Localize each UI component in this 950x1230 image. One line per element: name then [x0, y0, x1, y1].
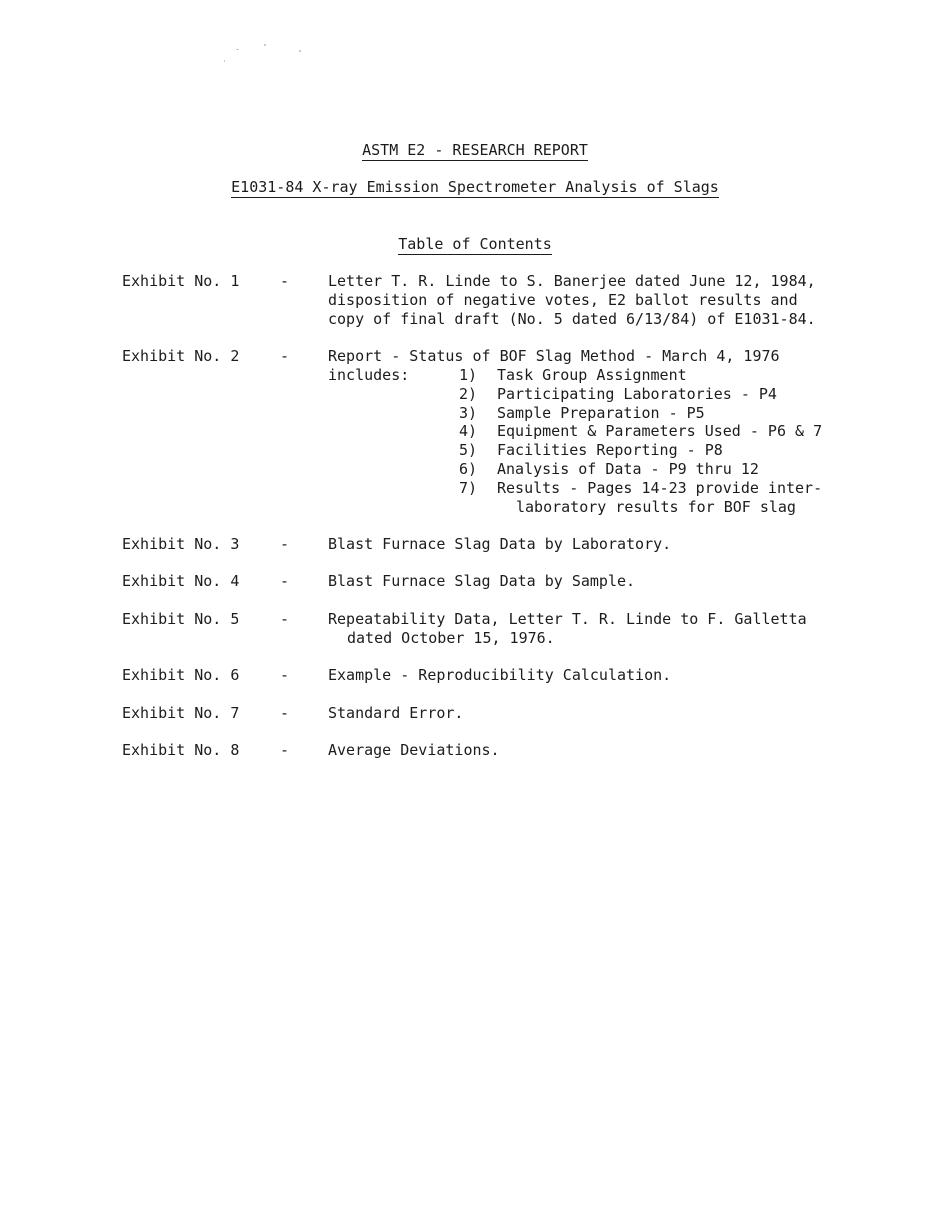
- exhibit-dash: -: [280, 610, 290, 628]
- exhibit-text-line: Standard Error.: [328, 704, 464, 722]
- exhibit-text-line: Letter T. R. Linde to S. Banerjee dated June 12, 1984,: [328, 272, 816, 290]
- list-item-text: Sample Preparation - P5: [497, 404, 705, 422]
- exhibit-dash: -: [280, 741, 290, 759]
- list-item-text: Analysis of Data - P9 thru 12: [497, 460, 759, 478]
- list-item-number: 7): [459, 479, 478, 497]
- exhibit-text-line: copy of final draft (No. 5 dated 6/13/84) of E1031-84.: [328, 310, 816, 328]
- scan-speck: [299, 50, 301, 52]
- scan-speck: [264, 44, 266, 46]
- exhibit-text-line: disposition of negative votes, E2 ballot results and: [328, 291, 798, 309]
- list-item-number: 6): [459, 460, 478, 478]
- exhibit-text-line: dated October 15, 1976.: [347, 629, 555, 647]
- list-item-continuation: laboratory results for BOF slag: [516, 498, 796, 516]
- exhibit-label: Exhibit No. 4: [122, 572, 240, 590]
- exhibit-label: Exhibit No. 8: [122, 741, 240, 759]
- list-item-number: 5): [459, 441, 478, 459]
- exhibit-dash: -: [280, 347, 290, 365]
- list-item-text: Task Group Assignment: [497, 366, 687, 384]
- exhibit-label: Exhibit No. 3: [122, 535, 240, 553]
- toc-heading-row: [0, 235, 950, 254]
- exhibit-label: Exhibit No. 1: [122, 272, 240, 290]
- toc-heading: Table of Contents: [398, 235, 552, 253]
- exhibit-dash: -: [280, 704, 290, 722]
- exhibit-text-line: Blast Furnace Slag Data by Laboratory.: [328, 535, 672, 553]
- list-item-number: 3): [459, 404, 478, 422]
- exhibit-label: Exhibit No. 6: [122, 666, 240, 684]
- exhibit-dash: -: [280, 572, 290, 590]
- exhibit-label: Exhibit No. 7: [122, 704, 240, 722]
- report-title: ASTM E2 - RESEARCH REPORT: [362, 141, 588, 159]
- includes-label: includes:: [328, 366, 410, 384]
- list-item-text: Results - Pages 14-23 provide inter-: [497, 479, 823, 497]
- list-item-number: 1): [459, 366, 478, 384]
- list-item-text: Facilities Reporting - P8: [497, 441, 723, 459]
- scan-speck: [236, 49, 239, 50]
- exhibit-text-line: Report - Status of BOF Slag Method - March 4, 1976: [328, 347, 780, 365]
- exhibit-text-line: Blast Furnace Slag Data by Sample.: [328, 572, 636, 590]
- list-item-number: 2): [459, 385, 478, 403]
- exhibit-dash: -: [280, 666, 290, 684]
- report-subtitle: E1031-84 X-ray Emission Spectrometer Analysis of Slags: [231, 178, 719, 196]
- list-item-number: 4): [459, 422, 478, 440]
- exhibit-text-line: Repeatability Data, Letter T. R. Linde to F. Galletta: [328, 610, 807, 628]
- report-subtitle-row: [0, 178, 950, 197]
- scan-speck: [224, 60, 225, 62]
- exhibit-text-line: Average Deviations.: [328, 741, 500, 759]
- exhibit-label: Exhibit No. 5: [122, 610, 240, 628]
- exhibit-text-line: Example - Reproducibility Calculation.: [328, 666, 672, 684]
- list-item-text: Equipment & Parameters Used - P6 & 7: [497, 422, 823, 440]
- exhibit-dash: -: [280, 535, 290, 553]
- exhibit-dash: -: [280, 272, 290, 290]
- report-title-row: [0, 141, 950, 160]
- exhibit-label: Exhibit No. 2: [122, 347, 240, 365]
- list-item-text: Participating Laboratories - P4: [497, 385, 777, 403]
